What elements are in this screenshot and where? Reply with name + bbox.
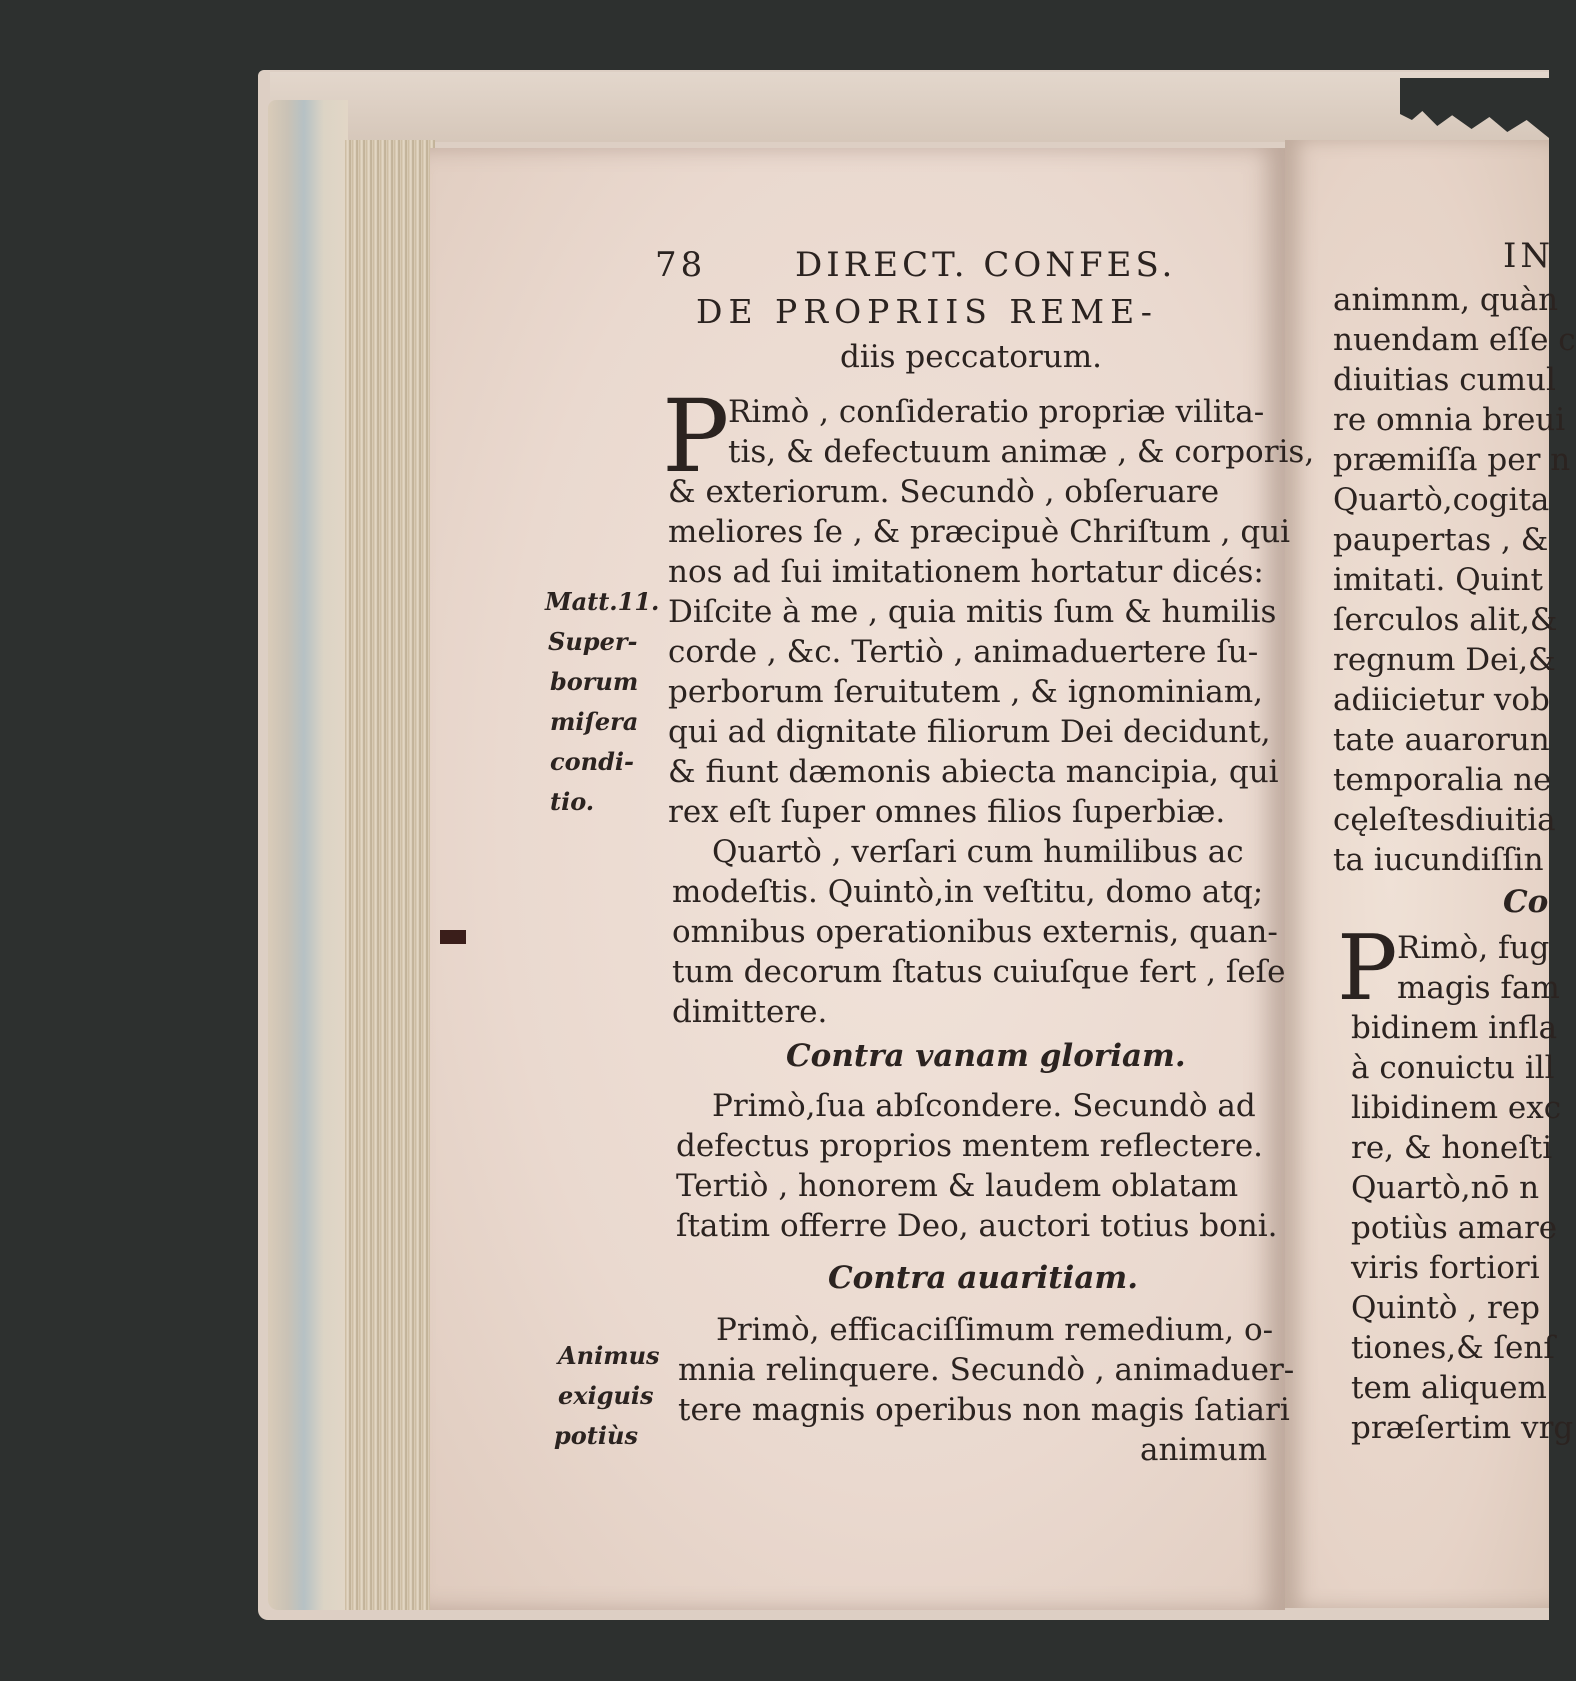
- text-line: perborum ſeruitutem , & ignominiam,: [668, 674, 1264, 710]
- text-line: imitati. Quint: [1333, 562, 1543, 598]
- right-heading: Co: [1503, 884, 1549, 920]
- catchword: animum: [1140, 1432, 1268, 1468]
- text-line: animnm, quàn: [1333, 282, 1559, 318]
- text-line: rex eſt ſuper omnes filios ſuperbiæ.: [668, 794, 1226, 830]
- cover-top-edge: [270, 72, 1549, 142]
- text-line: adiicietur vob: [1333, 682, 1550, 718]
- margin-note-line: condi-: [550, 747, 634, 776]
- text-line: cęleſtesdiuitia: [1333, 802, 1556, 838]
- text-line: viris fortiori: [1351, 1250, 1540, 1286]
- margin-note-line: Super-: [548, 627, 638, 656]
- text-line: re, & honeſti: [1351, 1130, 1553, 1166]
- text-line: ſerculos alit,&: [1333, 602, 1558, 638]
- margin-note-line: exiguis: [558, 1381, 654, 1410]
- text-line: & exteriorum. Secundò , obſeruare: [668, 474, 1220, 510]
- text-line: Rimò, fug: [1397, 930, 1550, 966]
- text-line: nuendam eſſe c: [1333, 322, 1576, 358]
- text-line: præſertim vrg: [1351, 1410, 1574, 1446]
- text-line: Tertiò , honorem & laudem oblatam: [676, 1168, 1239, 1204]
- page-stack: [345, 140, 435, 1610]
- text-line: tum decorum ſtatus cuiuſque fert , ſeſe: [672, 954, 1286, 990]
- text-line: paupertas , &: [1333, 522, 1549, 558]
- text-line: regnum Dei,&: [1333, 642, 1556, 678]
- text-line: re omnia breui: [1333, 402, 1566, 438]
- page-number: 78: [655, 245, 707, 285]
- text-line: tere magnis operibus non magis ſatiari: [678, 1392, 1290, 1428]
- section-subtitle: diis peccatorum.: [840, 339, 1102, 375]
- margin-note-line: Matt.11.: [545, 587, 660, 616]
- right-dropcap: P: [1337, 916, 1398, 1021]
- margin-note-line: Animus: [558, 1341, 660, 1370]
- text-line: nos ad ſui imitationem hortatur dicés:: [668, 554, 1264, 590]
- text-line: meliores ſe , & præcipuè Chriſtum , qui: [668, 514, 1291, 550]
- text-line: mnia relinquere. Secundò , animaduer-: [678, 1352, 1295, 1388]
- heading-vanam-gloriam: Contra vanam gloriam.: [786, 1038, 1186, 1074]
- text-line: ta iucundiſſin: [1333, 842, 1544, 878]
- text-line: Quintò , rep: [1351, 1290, 1540, 1326]
- text-line: præmiſſa per n: [1333, 442, 1571, 478]
- text-line: corde , &c. Tertiò , animaduertere ſu-: [668, 634, 1259, 670]
- text-line: bidinem infla: [1351, 1010, 1558, 1046]
- text-line: Quartò,cogita: [1333, 482, 1550, 518]
- text-line: dimittere.: [672, 994, 828, 1030]
- text-line: Rimò , conſideratio propriæ vilita-: [728, 394, 1265, 430]
- text-line: ſtatim offerre Deo, auctori totius boni.: [676, 1208, 1278, 1244]
- text-line: potiùs amare: [1351, 1210, 1558, 1246]
- text-line: omnibus operationibus externis, quan-: [672, 914, 1278, 950]
- right-running-title: IN: [1503, 236, 1555, 276]
- book-spine-edge: [268, 100, 348, 1610]
- heading-auaritiam: Contra auaritiam.: [828, 1260, 1139, 1296]
- section-title: DE PROPRIIS REME-: [696, 292, 1158, 331]
- margin-note-line: potiùs: [554, 1421, 638, 1450]
- text-line: tiones,& ſenſ: [1351, 1330, 1555, 1366]
- text-line: Diſcite à me , quia mitis ſum & humilis: [668, 594, 1277, 630]
- running-title: DIRECT. CONFES.: [795, 245, 1177, 285]
- text-line: magis fam: [1397, 970, 1560, 1006]
- margin-note-line: tio.: [550, 787, 595, 816]
- text-line: tis, & defectuum animæ , & corporis,: [728, 434, 1315, 470]
- margin-note-line: borum: [550, 667, 639, 696]
- text-line: Quartò,nō n: [1351, 1170, 1540, 1206]
- text-line: libidinem exc: [1351, 1090, 1562, 1126]
- margin-note-line: miſera: [550, 707, 639, 736]
- text-line: Primò, efficaciſſimum remedium, o-: [716, 1312, 1274, 1348]
- dropcap: P: [662, 378, 730, 495]
- text-line: qui ad dignitate filiorum Dei decidunt,: [668, 714, 1271, 750]
- text-line: Quartò , verſari cum humilibus ac: [712, 834, 1244, 870]
- text-line: Primò,ſua abſcondere. Secundò ad: [712, 1088, 1256, 1124]
- text-line: modeſtis. Quintò,in veſtitu, domo atq;: [672, 874, 1264, 910]
- text-line: tem aliquem: [1351, 1370, 1547, 1406]
- page-marker: [440, 930, 466, 944]
- text-line: temporalia ne: [1333, 762, 1552, 798]
- text-line: tate auarorun: [1333, 722, 1550, 758]
- text-line: & fiunt dæmonis abiecta mancipia, qui: [668, 754, 1279, 790]
- right-page-text: [1285, 140, 1576, 1608]
- text-line: defectus proprios mentem reflectere.: [676, 1128, 1264, 1164]
- text-line: à conuictu ill: [1351, 1050, 1555, 1086]
- text-line: diuitias cumul: [1333, 362, 1556, 398]
